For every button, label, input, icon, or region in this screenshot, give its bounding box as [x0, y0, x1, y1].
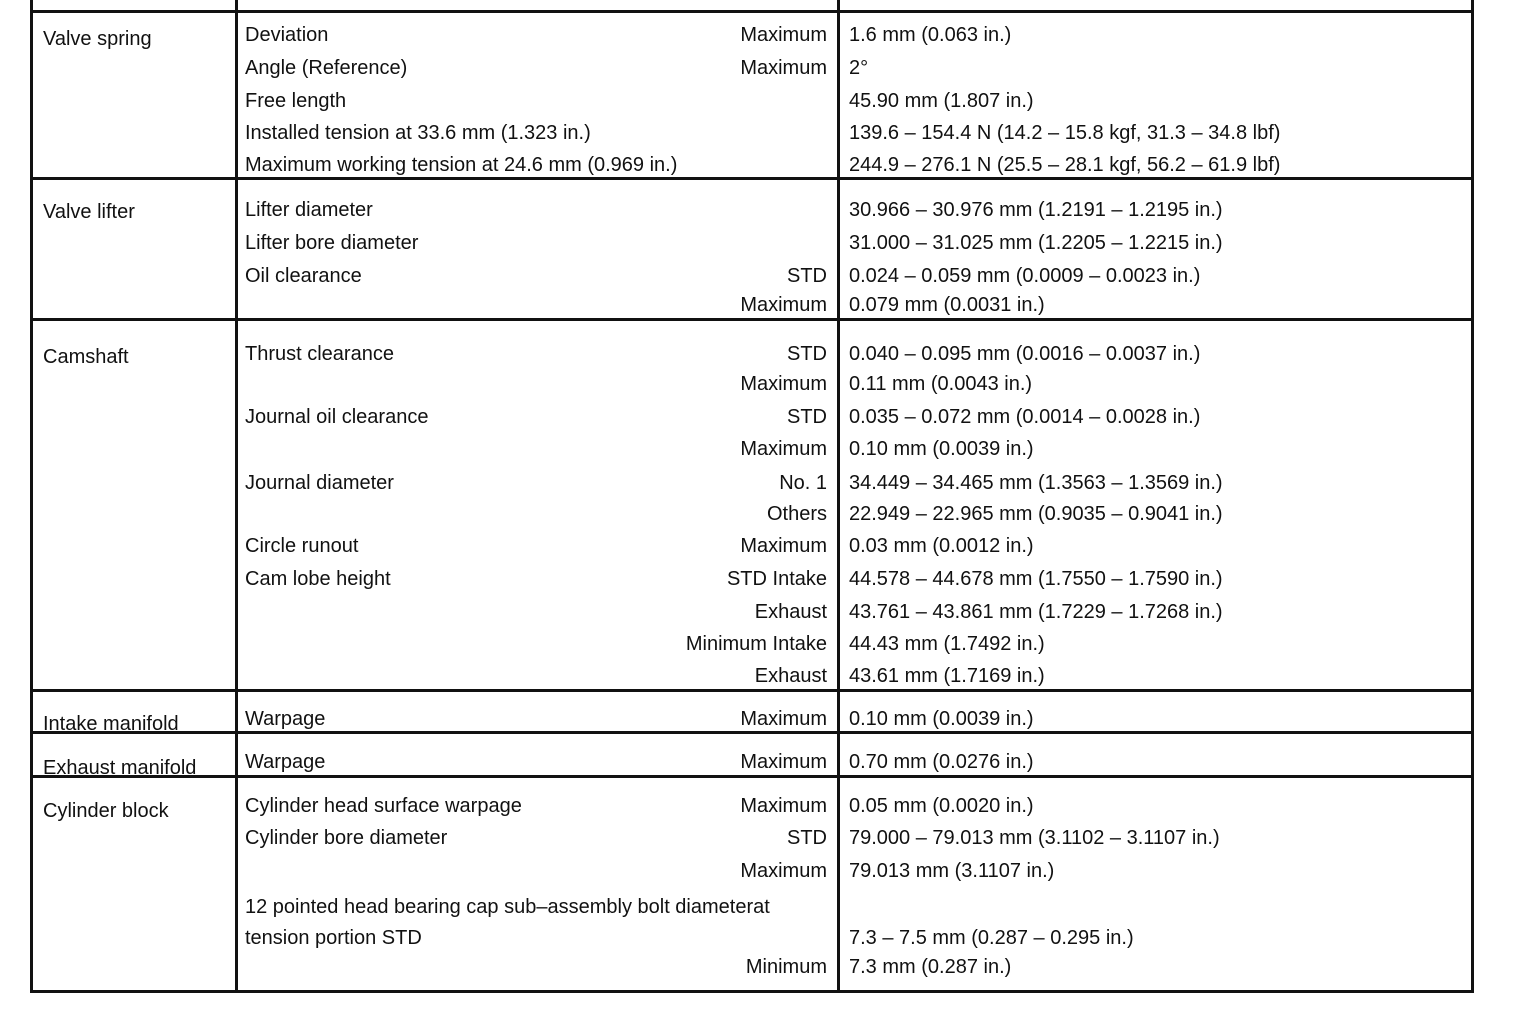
spec-value: 43.61 mm (1.7169 in.): [849, 665, 1045, 687]
spec-item: 12 pointed head bearing cap sub–assembly bolt diameterat: [245, 896, 770, 918]
section-label: Valve spring: [43, 28, 152, 50]
spec-qualifier: Maximum: [740, 535, 827, 557]
section-cylinder-block: [33, 778, 1471, 987]
spec-row: [33, 793, 1471, 822]
section-label: Intake manifold: [43, 713, 179, 735]
spec-value: 79.000 – 79.013 mm (3.1102 – 3.1107 in.): [849, 827, 1220, 849]
spec-item: Installed tension at 33.6 mm (1.323 in.): [245, 122, 591, 144]
spec-qualifier: Maximum: [740, 751, 827, 773]
spec-value: 2°: [849, 57, 869, 79]
spec-item: Warpage: [245, 751, 326, 773]
spec-value: 7.3 mm (0.287 in.): [849, 956, 1012, 978]
spec-qualifier: STD: [787, 343, 827, 365]
spec-value: 0.03 mm (0.0012 in.): [849, 535, 1034, 557]
spec-qualifier: Maximum: [740, 708, 827, 730]
spec-qualifier: Maximum: [740, 24, 827, 46]
spec-value: 31.000 – 31.025 mm (1.2205 – 1.2215 in.): [849, 232, 1223, 254]
spec-value: 139.6 – 154.4 N (14.2 – 15.8 kgf, 31.3 – 34.8 lbf): [849, 122, 1281, 144]
spec-value: 0.70 mm (0.0276 in.): [849, 751, 1034, 773]
spec-value: 43.761 – 43.861 mm (1.7229 – 1.7268 in.): [849, 601, 1223, 623]
spec-value: 7.3 – 7.5 mm (0.287 – 0.295 in.): [849, 927, 1134, 949]
section-label: Valve lifter: [43, 201, 135, 223]
spec-qualifier: Others: [766, 503, 827, 525]
spec-qualifier: Maximum: [740, 795, 827, 817]
spec-row: [33, 120, 1471, 146]
spec-value: 1.6 mm (0.063 in.): [849, 24, 1012, 46]
section-valve-spring: [33, 13, 1471, 177]
spec-table: [30, 0, 1474, 993]
spec-item: Cylinder bore diameter: [245, 827, 448, 849]
spec-item: Warpage: [245, 708, 326, 730]
section-label: Exhaust manifold: [43, 757, 197, 779]
spec-row: [33, 501, 1471, 527]
spec-value: 30.966 – 30.976 mm (1.2191 – 1.2195 in.): [849, 199, 1223, 221]
spec-qualifier: No. 1: [779, 472, 827, 494]
spec-value: 34.449 – 34.465 mm (1.3563 – 1.3569 in.): [849, 472, 1223, 494]
spec-row: [33, 470, 1471, 496]
spec-qualifier: Minimum: [745, 956, 827, 978]
spec-row: [33, 858, 1471, 884]
spec-row: [33, 152, 1471, 178]
spec-item: Journal oil clearance: [245, 406, 429, 428]
spec-item: Lifter bore diameter: [245, 232, 419, 254]
spec-row: [33, 230, 1471, 256]
spec-item: Journal diameter: [245, 472, 394, 494]
spec-row: [33, 22, 1471, 48]
spec-qualifier: STD Intake: [726, 568, 827, 590]
spec-value: 0.079 mm (0.0031 in.): [849, 294, 1045, 316]
spec-value: 244.9 – 276.1 N (25.5 – 28.1 kgf, 56.2 – 61.9 lbf): [849, 154, 1281, 176]
spec-item: Cylinder head surface warpage: [245, 795, 522, 817]
spec-item: Oil clearance: [245, 265, 362, 287]
spec-item: Lifter diameter: [245, 199, 373, 221]
spec-qualifier: Maximum: [740, 373, 827, 395]
spec-value: 0.024 – 0.059 mm (0.0009 – 0.0023 in.): [849, 265, 1201, 287]
spec-qualifier: STD: [787, 827, 827, 849]
spec-qualifier: Maximum: [740, 438, 827, 460]
spec-qualifier: STD: [787, 265, 827, 287]
spec-row: [33, 954, 1471, 980]
spec-item: tension portion STD: [245, 927, 422, 949]
section-label: Camshaft: [43, 346, 129, 368]
spec-value: 44.43 mm (1.7492 in.): [849, 633, 1045, 655]
spec-item: Angle (Reference): [245, 57, 408, 79]
spec-row: [33, 706, 1471, 735]
spec-row: [33, 566, 1471, 592]
section-camshaft: [33, 321, 1471, 689]
section-intake-manifold: [33, 692, 1471, 735]
spec-row: [33, 263, 1471, 289]
spec-row: [33, 55, 1471, 81]
spec-row: [33, 292, 1471, 318]
spec-value: 44.578 – 44.678 mm (1.7550 – 1.7590 in.): [849, 568, 1223, 590]
section-exhaust-manifold: [33, 734, 1471, 779]
spec-item: Thrust clearance: [245, 343, 394, 365]
spec-qualifier: Exhaust: [754, 665, 827, 687]
spec-value: 0.10 mm (0.0039 in.): [849, 708, 1034, 730]
spec-row: [33, 436, 1471, 462]
spec-row: [33, 371, 1471, 397]
spec-qualifier: STD: [787, 406, 827, 428]
spec-row: [33, 894, 1471, 920]
spec-item: Circle runout: [245, 535, 359, 557]
section-label: Cylinder block: [43, 800, 169, 822]
spec-item: Cam lobe height: [245, 568, 391, 590]
spec-row: [33, 341, 1471, 367]
spec-qualifier: Maximum: [740, 294, 827, 316]
spec-value: 45.90 mm (1.807 in.): [849, 90, 1034, 112]
spec-value: 0.05 mm (0.0020 in.): [849, 795, 1034, 817]
spec-row: [33, 925, 1471, 951]
spec-value: 22.949 – 22.965 mm (0.9035 – 0.9041 in.): [849, 503, 1223, 525]
spec-value: 0.035 – 0.072 mm (0.0014 – 0.0028 in.): [849, 406, 1201, 428]
spec-qualifier: Maximum: [740, 860, 827, 882]
spec-row: [33, 197, 1471, 223]
spec-item: Free length: [245, 90, 347, 112]
spec-row: [33, 825, 1471, 851]
spec-row: [33, 88, 1471, 114]
spec-row: [33, 663, 1471, 689]
spec-value: 0.10 mm (0.0039 in.): [849, 438, 1034, 460]
spec-qualifier: Maximum: [740, 57, 827, 79]
spec-row: [33, 599, 1471, 625]
spec-item: Maximum working tension at 24.6 mm (0.969 in.): [245, 154, 678, 176]
section-valve-lifter: [33, 180, 1471, 318]
spec-value: 79.013 mm (3.1107 in.): [849, 860, 1055, 882]
spec-row: [33, 749, 1471, 775]
spec-row: [33, 533, 1471, 559]
spec-row: [33, 631, 1471, 657]
spec-value: 0.040 – 0.095 mm (0.0016 – 0.0037 in.): [849, 343, 1201, 365]
spec-value: 0.11 mm (0.0043 in.): [849, 373, 1033, 395]
spec-qualifier: Minimum Intake: [685, 633, 827, 655]
spec-item: Deviation: [245, 24, 329, 46]
spec-qualifier: Exhaust: [754, 601, 827, 623]
spec-row: [33, 404, 1471, 430]
